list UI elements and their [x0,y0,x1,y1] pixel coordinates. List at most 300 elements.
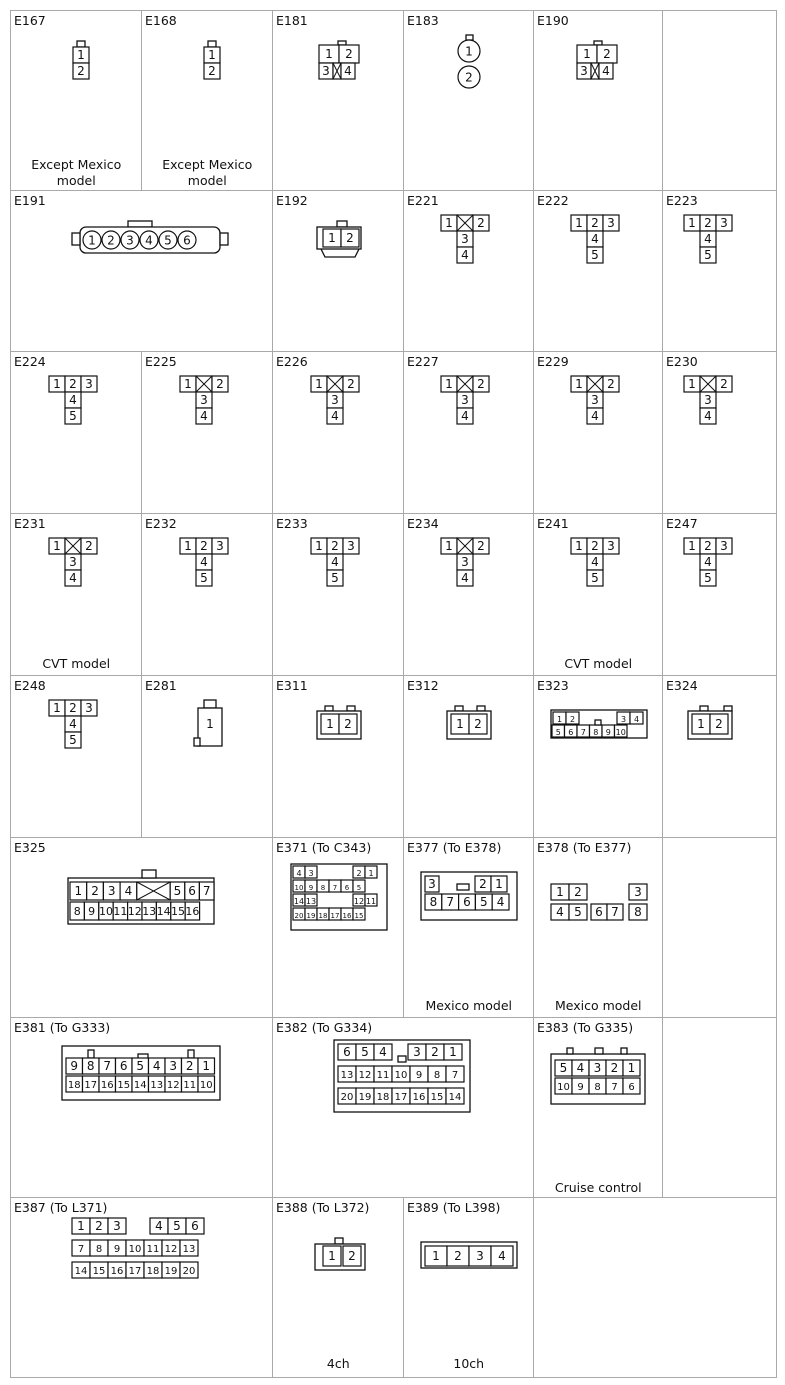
pin-number: 1 [465,44,473,59]
pin-number: 5 [164,233,172,248]
pin-number: 1 [184,539,192,553]
pin-number: 5 [591,248,599,262]
pin-number: 5 [136,1059,145,1073]
pin-number: 14 [448,1092,462,1103]
pin-number: 6 [628,1082,635,1093]
pin-number: 12 [127,905,142,918]
connector-pinout-diagram [534,11,663,191]
lock-tab [208,41,216,47]
lock-tab [325,706,333,711]
pin-number: 1 [697,717,705,731]
pin-number: 2 [477,216,485,230]
lock-tab [142,870,156,878]
connector-cell-e387 [10,1197,274,1378]
pin-number: 18 [318,912,328,920]
connector-label: E232 [145,516,177,531]
pin-number: 11 [146,1244,160,1255]
pin-number: 1 [495,877,503,891]
connector-housing [72,233,80,245]
pin-number: 5 [173,884,182,898]
connector-pinout-diagram [11,191,273,352]
pin-number: 1 [315,539,323,553]
pin-number: 9 [70,1059,79,1073]
connector-pinout-diagram [534,676,663,838]
pin-number: 4 [576,1061,585,1075]
pin-number: 11 [113,905,128,918]
lock-tab [595,720,601,725]
pin-number: 2 [200,539,208,553]
connector-cell-e381 [10,1017,274,1199]
connector-pinout-diagram [534,1018,663,1198]
pin-number: 4 [296,869,302,878]
connector-label: E387 (To L371) [14,1200,108,1215]
connector-cell-e232 [141,513,274,677]
pin-number: 10 [99,905,113,918]
pin-number: 1 [184,377,192,391]
connector-label: E323 [537,678,569,693]
pin-number: 2 [69,377,77,391]
pin-number: 7 [611,905,619,919]
connector-label: E382 (To G334) [276,1020,373,1035]
pin-number: 3 [593,1061,602,1075]
pin-number: 1 [77,1219,85,1233]
pin-number: 4 [331,555,339,569]
pin-number: 4 [704,555,712,569]
pin-number: 7 [451,1070,459,1081]
pin-number: 1 [325,47,333,61]
connector-label: E325 [14,840,46,855]
pin-number: 2 [603,47,611,61]
pin-number: 6 [191,1219,199,1233]
pin-number: 8 [433,1070,441,1081]
pin-number: 9 [88,905,96,918]
pin-number: 5 [479,895,488,909]
connector-pinout-diagram [11,838,273,1018]
pin-number: 4 [200,409,208,423]
pin-number: 1 [326,717,334,731]
pin-number: 3 [85,377,93,391]
pin-number: 9 [605,728,611,737]
connector-label: E221 [407,193,439,208]
pin-number: 3 [461,555,469,569]
pin-number: 1 [449,1045,457,1059]
pin-number: 4 [124,884,133,898]
connector-pinout-diagram [534,514,663,676]
pin-number: 5 [555,728,561,737]
pin-number: 13 [182,1244,196,1255]
pin-number: 2 [607,377,615,391]
connector-pinout-diagram [273,1018,534,1198]
lock-tab [595,1048,603,1054]
connector-label: E231 [14,516,46,531]
pin-number: 14 [293,897,305,906]
pin-number: 10 [199,1080,213,1091]
pin-number: 2 [85,539,93,553]
pin-number: 2 [331,539,339,553]
connector-note: Except Mexico model [162,157,253,188]
connector-cell-e230 [662,351,777,515]
connector-note: CVT model [42,656,111,671]
connector-label: E389 (To L398) [407,1200,501,1215]
connector-label: E233 [276,516,308,531]
pin-number: 4 [591,409,599,423]
pin-number: 1 [575,216,583,230]
connector-pinout-diagram [142,352,273,514]
connector-pinout-diagram [404,514,534,676]
connector-cell-e248 [10,675,143,839]
connector-label: E377 (To E378) [407,840,502,855]
pin-number: 6 [568,728,574,737]
pin-number: 2 [474,717,482,731]
pin-number: 3 [720,216,728,230]
connector-cell-e167 [10,10,143,192]
pin-number: 2 [77,64,85,78]
pin-number: 4 [69,717,77,731]
pin-number: 5 [559,1061,568,1075]
pin-number: 12 [353,897,365,906]
pin-number: 4 [461,571,469,585]
connector-label: E183 [407,13,439,28]
pin-number: 2 [454,1249,462,1263]
connector-label: E227 [407,354,439,369]
lock-tab [621,1048,627,1054]
connector-pinout-diagram [273,352,404,514]
pin-number: 4 [152,1059,161,1073]
connector-label: E168 [145,13,177,28]
pin-number: 4 [498,1249,506,1263]
pin-number: 1 [432,1249,440,1263]
pin-number: 2 [356,869,362,878]
connector-cell-e382 [272,1017,535,1199]
pin-number: 17 [128,1266,142,1277]
connector-cell-e388 [272,1197,405,1378]
pin-number: 18 [67,1080,81,1091]
lock-tab [335,1238,343,1244]
pin-number: 16 [185,905,200,918]
pin-number: 3 [113,1219,121,1233]
pin-number: 6 [595,905,603,919]
pin-number: 10 [615,728,626,737]
pin-number: 3 [347,539,355,553]
pin-number: 12 [166,1080,180,1091]
connector-pinout-diagram [404,11,534,191]
pin-number: 3 [85,701,93,715]
pin-number: 10 [557,1082,570,1093]
pin-number: 1 [88,233,96,248]
connector-label: E388 (To L372) [276,1200,370,1215]
pin-number: 4 [591,555,599,569]
pin-number: 3 [476,1249,484,1263]
pin-number: 3 [322,64,330,78]
pin-number: 3 [169,1059,178,1073]
pin-number: 2 [704,216,712,230]
pin-number: 10 [294,884,304,892]
connector-cell-e223 [662,190,777,353]
pin-number: 6 [188,884,196,898]
pin-number: 14 [133,1080,147,1091]
pin-number: 3 [200,393,208,407]
pin-number: 3 [331,393,339,407]
pin-number: 13 [150,1080,164,1091]
pin-number: 3 [107,884,116,898]
pin-number: 3 [607,216,615,230]
connector-pinout-diagram [404,352,534,514]
pin-number: 13 [340,1070,354,1081]
pin-number: 7 [446,895,455,909]
pin-number: 7 [332,884,338,892]
connector-label: E281 [145,678,177,693]
pin-number: 4 [633,715,640,724]
pin-number: 4 [704,232,712,246]
connector-note: CVT model [564,656,633,671]
pin-number: 16 [412,1092,426,1103]
pin-number: 17 [394,1092,408,1103]
pin-number: 11 [376,1070,390,1081]
pin-number: 1 [445,216,453,230]
pin-number: 4 [704,409,712,423]
connector-pinout-diagram [273,676,404,838]
pin-number: 18 [146,1266,160,1277]
pin-number: 4 [602,64,610,78]
pin-number: 2 [574,885,582,899]
pin-number: 7 [77,1244,85,1255]
connector-cell-e323 [533,675,664,839]
pin-number: 1 [202,1059,211,1073]
connector-cell-e324 [662,675,777,839]
connector-pinout-diagram [663,676,776,838]
pin-number: 2 [465,70,473,85]
pin-number: 6 [343,1045,351,1059]
pin-number: 13 [142,905,157,918]
pin-number: 7 [611,1082,618,1093]
pin-number: 16 [100,1080,114,1091]
empty-cell [662,1017,777,1199]
connector-cell-e233 [272,513,405,677]
pin-number: 1 [53,701,61,715]
connector-pinout-diagram [534,838,663,1018]
connector-label: E191 [14,193,46,208]
lock-tab [347,706,355,711]
pin-number: 3 [461,232,469,246]
connector-housing [220,233,228,245]
connector-pinout-diagram [142,676,273,838]
connector-cell-e312 [403,675,535,839]
pin-number: 17 [84,1080,98,1091]
pin-number: 2 [346,231,354,245]
pin-number: 3 [704,393,712,407]
pin-number: 5 [200,571,208,585]
pin-number: 2 [95,1219,103,1233]
pin-number: 2 [347,377,355,391]
connector-cell-e192 [272,190,405,353]
connector-label: E311 [276,678,308,693]
connector-cell-e168 [141,10,274,192]
pin-number: 8 [86,1059,95,1073]
connector-cell-e225 [141,351,274,515]
connector-label: E378 (To E377) [537,840,632,855]
connector-cell-e181 [272,10,405,192]
pin-number: 16 [110,1266,124,1277]
pin-number: 4 [155,1219,163,1233]
pin-number: 1 [74,884,83,898]
pin-number: 2 [216,377,224,391]
pin-number: 16 [342,912,352,920]
pin-number: 3 [69,555,77,569]
pin-number: 1 [627,1061,636,1075]
connector-label: E190 [537,13,569,28]
connector-pinout-diagram [534,191,663,352]
lock-tab [398,1056,406,1062]
pin-number: 4 [591,232,599,246]
pin-number: 2 [91,884,99,898]
pin-number: 20 [182,1266,196,1277]
pin-number: 1 [328,1249,336,1263]
connector-cell-e221 [403,190,535,353]
connector-pinout-diagram [534,352,663,514]
pin-number: 1 [208,48,216,62]
connector-cell-e383 [533,1017,664,1199]
pin-number: 3 [216,539,224,553]
connector-cell-e325 [10,837,274,1019]
connector-label: E192 [276,193,308,208]
connector-pinout-diagram [273,838,404,1018]
connector-cell-e281 [141,675,274,839]
pin-number: 5 [574,905,582,919]
pin-number: 3 [620,715,627,724]
connector-note: Except Mexico model [31,157,122,188]
pin-number: 8 [95,1244,103,1255]
pin-number: 7 [580,728,586,737]
connector-cell-e234 [403,513,535,677]
pin-number: 5 [69,409,77,423]
connector-cell-e231 [10,513,143,677]
connector-pinout-diagram [11,1018,273,1198]
connector-cell-e224 [10,351,143,515]
pin-number: 15 [171,905,185,918]
connector-label: E247 [666,516,698,531]
connector-pinout-diagram [11,352,142,514]
pin-number: 2 [704,539,712,553]
pin-number: 4 [379,1045,387,1059]
connector-pinout-diagram [273,1198,404,1377]
pin-number: 7 [202,884,211,898]
pin-number: 2 [715,717,723,731]
pin-number: 2 [107,233,115,248]
pin-number: 2 [477,377,485,391]
connector-note: Mexico model [425,998,513,1013]
connector-cell-e222 [533,190,664,353]
pin-number: 5 [361,1045,369,1059]
pin-number: 8 [594,1082,601,1093]
connector-cell-e183 [403,10,535,192]
lock-tab [188,1050,194,1058]
connector-pinout-diagram [404,1198,534,1377]
pin-number: 2 [610,1061,619,1075]
pin-number: 8 [593,728,599,737]
pin-number: 10 [128,1244,142,1255]
pin-number: 3 [413,1045,421,1059]
pin-number: 1 [556,885,564,899]
connector-label: E226 [276,354,308,369]
pin-number: 5 [591,571,599,585]
pin-number: 1 [456,717,464,731]
pin-number: 8 [429,895,438,909]
pin-number: 2 [208,64,216,78]
connector-pinout-diagram [404,676,534,838]
pin-number: 19 [164,1266,178,1277]
pin-number: 20 [294,912,304,920]
pin-number: 7 [103,1059,112,1073]
pin-number: 3 [461,393,469,407]
pin-number: 1 [53,539,61,553]
connector-cell-e190 [533,10,664,192]
pin-number: 20 [340,1092,354,1103]
lock-tab [466,35,473,40]
connector-cell-e247 [662,513,777,677]
pin-number: 11 [365,897,377,906]
pin-number: 2 [720,377,728,391]
pin-number: 11 [183,1080,197,1091]
pin-number: 5 [173,1219,181,1233]
connector-label: E241 [537,516,569,531]
pin-number: 3 [580,64,588,78]
connector-pinout-diagram [404,838,534,1018]
pin-number: 13 [305,897,317,906]
pin-number: 1 [445,539,453,553]
connector-label: E224 [14,354,46,369]
connector-cell-e229 [533,351,664,515]
pin-number: 6 [344,884,350,892]
pin-number: 2 [477,539,485,553]
connector-cell-e377 [403,837,535,1019]
connector-label: E248 [14,678,46,693]
pin-number: 5 [704,248,712,262]
pin-number: 9 [577,1082,584,1093]
pin-number: 2 [348,1249,356,1263]
pin-number: 9 [113,1244,121,1255]
pin-number: 5 [331,571,339,585]
pin-number: 1 [368,869,374,878]
pin-number: 4 [69,571,77,585]
pin-number: 4 [344,64,352,78]
pin-number: 15 [117,1080,131,1091]
pin-number: 5 [356,884,362,892]
pin-number: 4 [200,555,208,569]
pin-number: 14 [156,905,171,918]
lock-tab [457,884,469,890]
connector-pinout-diagram [663,514,776,676]
pin-number: 3 [126,233,134,248]
lock-tab [455,706,463,711]
connector-note: 4ch [326,1356,350,1371]
pin-number: 1 [206,717,214,731]
connector-note: Mexico model [554,998,642,1013]
pin-number: 3 [634,885,642,899]
pin-number: 2 [185,1059,194,1073]
pin-number: 1 [556,715,563,724]
pin-number: 1 [575,377,583,391]
pin-number: 4 [331,409,339,423]
pin-number: 4 [556,905,564,919]
pin-number: 4 [461,248,469,262]
pin-number: 15 [354,912,364,920]
lock-tab [724,706,732,711]
pin-number: 2 [69,701,77,715]
connector-cell-e226 [272,351,405,515]
pin-number: 12 [164,1244,178,1255]
pin-number: 2 [345,47,353,61]
pin-number: 19 [358,1092,372,1103]
